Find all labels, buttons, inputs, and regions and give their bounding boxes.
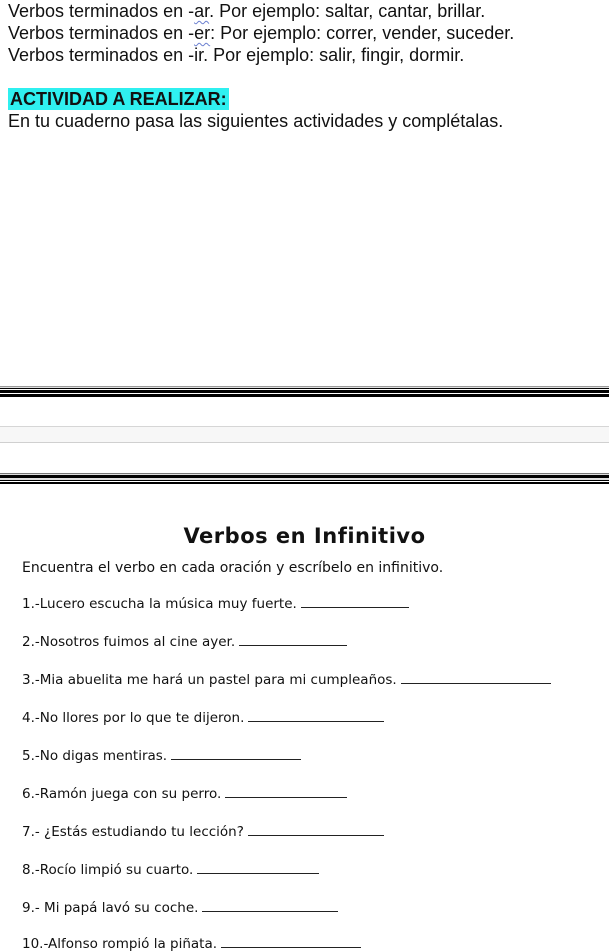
gap-band	[0, 426, 609, 443]
intro-line-ir: Verbos terminados en -ir. Por ejemplo: salir, fingir, dormir.	[8, 45, 465, 65]
answer-blank[interactable]	[401, 682, 551, 684]
item-text: 9.- Mi papá lavó su coche.	[22, 900, 199, 916]
text: Verbos terminados en -	[8, 23, 195, 43]
item-text: 10.-Alfonso rompió la piñata.	[22, 936, 218, 952]
divider-top	[0, 386, 609, 397]
item-text: 1.-Lucero escucha la música muy fuerte.	[22, 596, 297, 612]
intro-section	[8, 0, 514, 132]
item-text: 5.-No digas mentiras.	[22, 748, 168, 764]
exercise-item	[22, 672, 551, 688]
exercise-item	[22, 748, 301, 764]
exercise-item	[22, 634, 347, 650]
suffix-ar: ar	[194, 1, 210, 21]
item-text: 8.-Rocío limpió su cuarto.	[22, 862, 194, 878]
exercise-item	[22, 596, 409, 612]
activity-heading: ACTIVIDAD A REALIZAR:	[10, 89, 227, 109]
answer-blank[interactable]	[225, 796, 347, 798]
answer-blank[interactable]	[197, 872, 319, 874]
item-text: 7.- ¿Estás estudiando tu lección?	[22, 824, 244, 840]
answer-blank[interactable]	[248, 834, 384, 836]
item-text: 6.-Ramón juega con su perro.	[22, 786, 222, 802]
intro-line-ar	[8, 0, 514, 22]
answer-blank[interactable]	[221, 946, 361, 948]
exercise-item	[22, 900, 338, 916]
divider-bottom	[0, 473, 609, 484]
answer-blank[interactable]	[301, 606, 409, 608]
exercise-item	[22, 824, 384, 840]
suffix-er: er	[194, 23, 211, 43]
exercise-item	[22, 710, 384, 726]
worksheet-instruction: Encuentra el verbo en cada oración y escríbelo en infinitivo.	[22, 560, 444, 576]
answer-blank[interactable]	[248, 720, 384, 722]
worksheet-title: Verbos en Infinitivo	[183, 524, 426, 548]
item-text: 3.-Mia abuelita me hará un pastel para mi cumpleaños.	[22, 672, 397, 688]
intro-line-er	[8, 22, 514, 44]
answer-blank[interactable]	[202, 910, 338, 912]
text: . Por ejemplo: saltar, cantar, brillar.	[209, 1, 486, 21]
text: : Por ejemplo: correr, vender, suceder.	[210, 23, 515, 43]
item-text: 4.-No llores por lo que te dijeron.	[22, 710, 245, 726]
exercise-item	[22, 936, 361, 952]
text: Verbos terminados en -	[8, 1, 195, 21]
exercise-item	[22, 862, 319, 878]
exercise-item	[22, 786, 347, 802]
activity-text: En tu cuaderno pasa las siguientes actividades y complétalas.	[8, 111, 504, 131]
answer-blank[interactable]	[171, 758, 301, 760]
answer-blank[interactable]	[239, 644, 347, 646]
item-text: 2.-Nosotros fuimos al cine ayer.	[22, 634, 236, 650]
